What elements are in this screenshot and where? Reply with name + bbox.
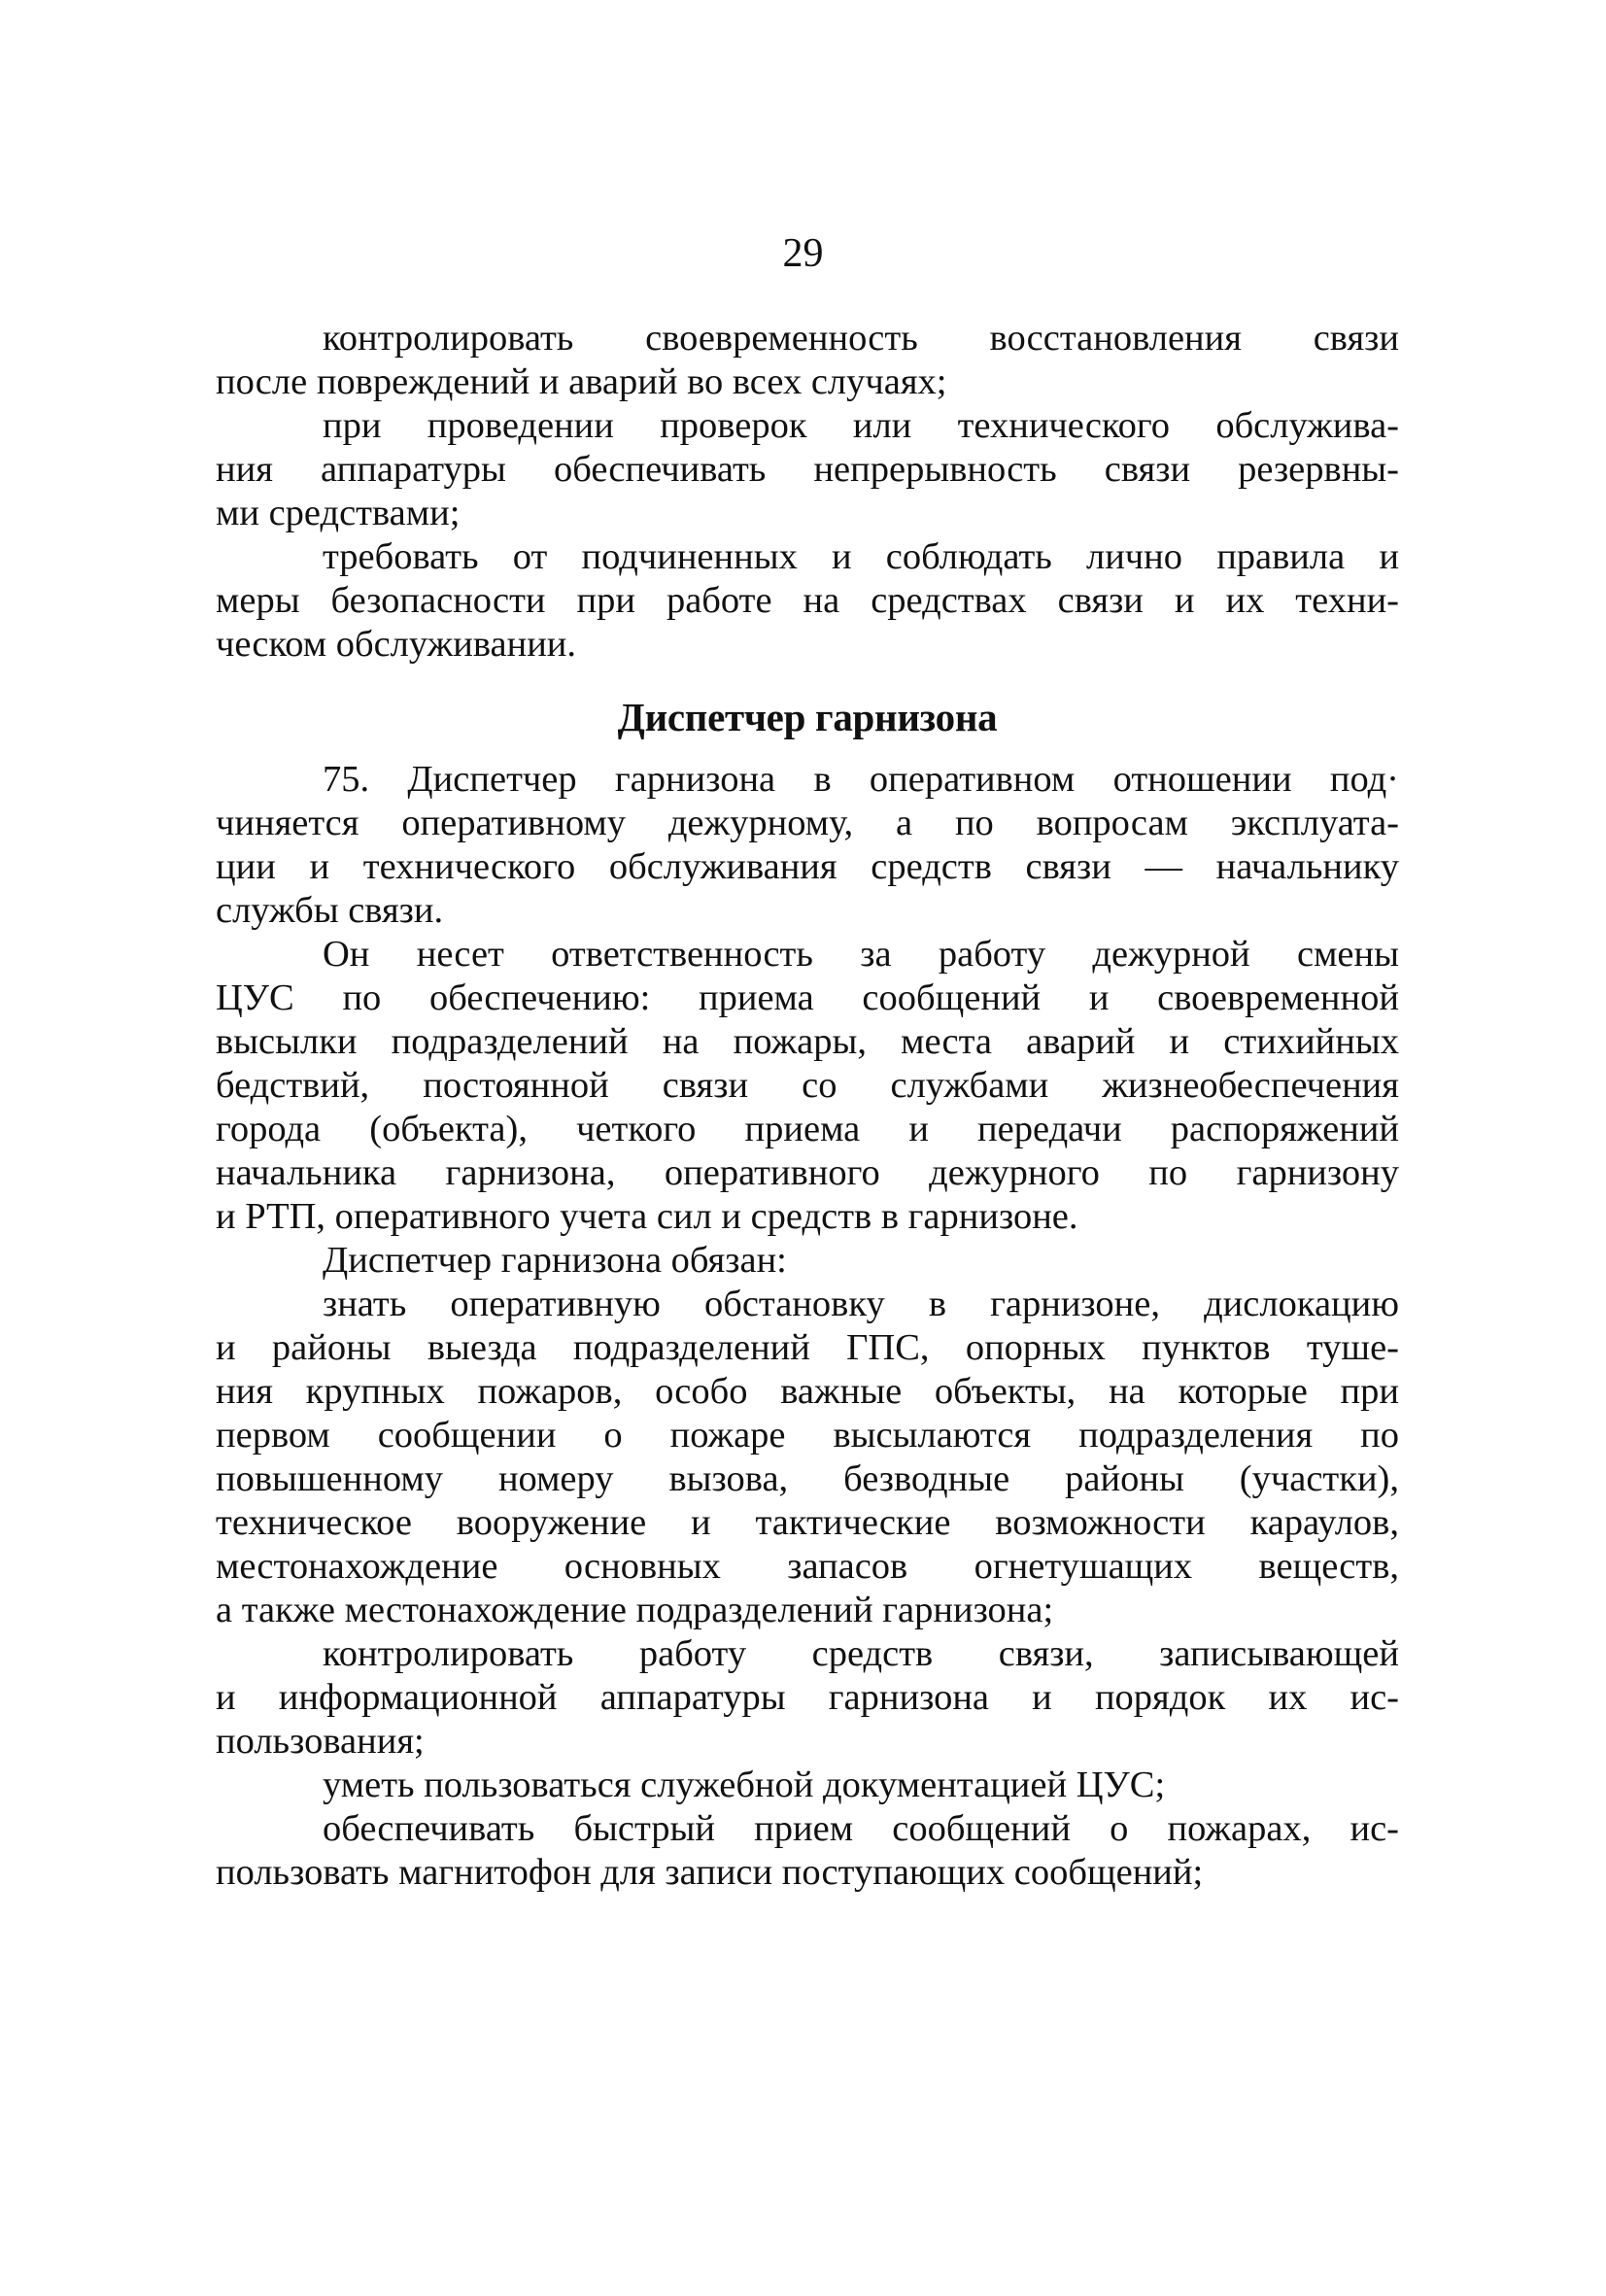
text-line: ния аппаратуры обеспечивать непрерывность связи резервны-	[216, 449, 1399, 490]
text-line: и РТП, оперативного учета сил и средств в гарнизоне.	[216, 1196, 1078, 1237]
text-line: и информационной аппаратуры гарнизона и порядок их ис-	[216, 1677, 1399, 1718]
text-line: ния крупных пожаров, особо важные объекты, на которые при	[216, 1371, 1399, 1412]
paragraph	[216, 933, 1399, 1239]
text-line: чиняется оперативному дежурному, а по вопросам эксплуата-	[216, 803, 1399, 843]
text-line: местонахождение основных запасов огнетушащих веществ,	[216, 1546, 1399, 1587]
text-line: первом сообщении о пожаре высылаются подразделения по	[216, 1415, 1399, 1456]
text-line: контролировать своевременность восстановления связи	[323, 318, 1399, 359]
paragraph	[216, 1764, 1399, 1807]
text-line: высылки подразделений на пожары, места аварий и стихийных	[216, 1021, 1399, 1062]
text-line: ции и технического обслуживания средств связи — начальнику	[216, 846, 1399, 887]
paragraph	[216, 1807, 1399, 1895]
text-line: пользовать магнитофон для записи поступающих сообщений;	[216, 1852, 1204, 1893]
text-line: службы связи.	[216, 890, 444, 931]
text-line: после повреждений и аварий во всех случаях;	[216, 361, 947, 402]
text-line: ми средствами;	[216, 493, 461, 533]
text-line: бедствий, постоянной связи со службами жизнеобеспечения	[216, 1065, 1399, 1106]
text-line: при проведении проверок или технического обслужива-	[323, 405, 1399, 446]
paragraph	[216, 535, 1399, 667]
text-line: 75. Диспетчер гарнизона в оперативном отношении под·	[323, 759, 1399, 800]
text-line: а также местонахождение подразделений гарнизона;	[216, 1590, 1054, 1630]
text-line: контролировать работу средств связи, записывающей	[323, 1633, 1399, 1674]
paragraph	[216, 758, 1399, 933]
text-line: начальника гарнизона, оперативного дежурного по гарнизону	[216, 1152, 1399, 1193]
text-line: техническое вооружение и тактические возможности караулов,	[216, 1502, 1399, 1543]
text-line: знать оперативную обстановку в гарнизоне, дислокацию	[323, 1284, 1399, 1324]
text-line: города (объекта), четкого приема и передачи распоряжений	[216, 1109, 1399, 1149]
text-line: ЦУС по обеспечению: приема сообщений и своевременной	[216, 977, 1399, 1018]
text-line: требовать от подчиненных и соблюдать лично правила и	[323, 536, 1399, 577]
page-number: 29	[782, 231, 824, 276]
top-paragraphs	[216, 317, 1399, 667]
text-line: Диспетчер гарнизона обязан:	[323, 1240, 787, 1281]
bottom-paragraphs	[216, 758, 1399, 1895]
text-line: повышенному номеру вызова, безводные районы (участки),	[216, 1458, 1399, 1499]
paragraph	[216, 1239, 1399, 1283]
paragraph	[216, 1632, 1399, 1764]
paragraph	[216, 404, 1399, 535]
text-line: и районы выезда подразделений ГПС, опорных пунктов туше-	[216, 1327, 1399, 1368]
page-body	[216, 317, 1399, 1895]
text-line: ческом обслуживании.	[216, 624, 577, 665]
text-line: обеспечивать быстрый прием сообщений о пожарах, ис-	[323, 1808, 1399, 1849]
text-line: пользования;	[216, 1721, 425, 1762]
text-line: меры безопасности при работе на средствах связи и их техни-	[216, 580, 1399, 621]
text-line: уметь пользоваться служебной документацией ЦУС;	[323, 1765, 1166, 1805]
text-line: Он несет ответственность за работу дежурной смены	[323, 934, 1399, 975]
paragraph	[216, 1283, 1399, 1632]
paragraph	[216, 317, 1399, 404]
section-heading: Диспетчер гарнизона	[617, 695, 998, 739]
